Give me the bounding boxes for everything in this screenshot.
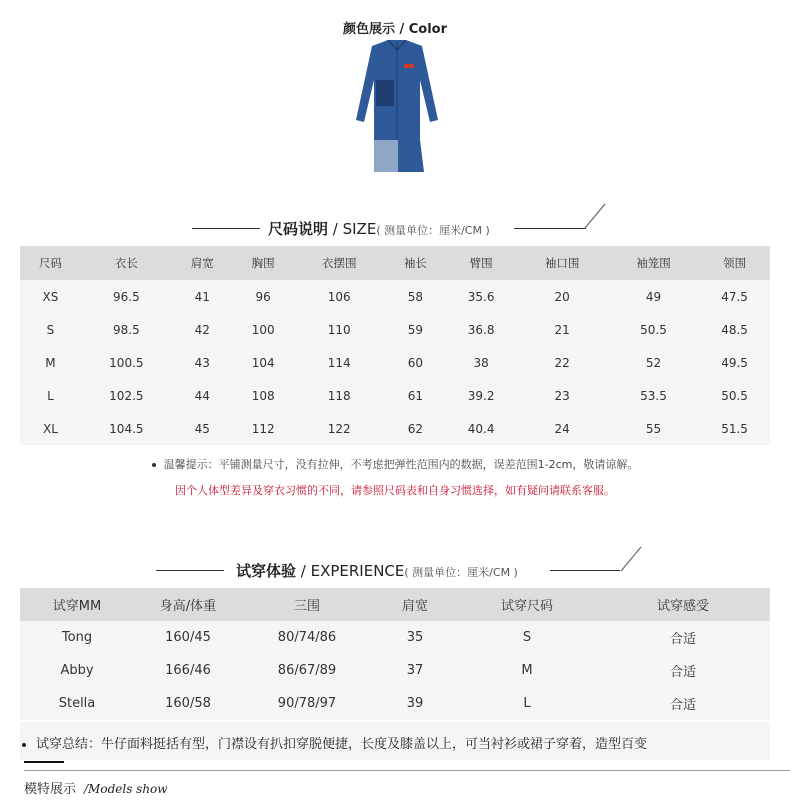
table-cell: 86/67/89 — [277, 663, 337, 678]
experience-section-title: 试穿体验 / EXPERIENCE( 测量单位：厘米/CM ) — [236, 562, 518, 580]
table-cell: 114 — [327, 355, 351, 370]
table-cell: 100.5 — [109, 355, 144, 370]
table-cell: 166/46 — [165, 663, 211, 678]
table-cell: 108 — [251, 388, 275, 403]
color-section-title: 颜色展示 / Color — [342, 22, 448, 37]
decorative-slash — [584, 203, 606, 229]
table-cell: 38 — [473, 355, 489, 370]
table-row — [20, 313, 770, 346]
header-cell: 衣摆围 — [294, 246, 385, 280]
table-cell: 96.5 — [112, 289, 140, 304]
header-cell: 尺码 — [20, 246, 81, 280]
header-cell: 胸围 — [233, 246, 294, 280]
experience-table — [20, 588, 770, 720]
table-cell: 合适 — [669, 698, 696, 713]
table-cell: 22 — [554, 355, 570, 370]
table-cell: 160/45 — [165, 630, 211, 645]
table-cell: 53.5 — [640, 388, 667, 403]
table-cell: 24 — [554, 421, 570, 436]
table-cell: 47.5 — [721, 289, 748, 304]
table-cell: M — [45, 355, 56, 370]
table-cell: 23 — [554, 388, 570, 403]
table-cell: 106 — [327, 289, 351, 304]
header-cell: 衣长 — [81, 246, 172, 280]
table-cell: Abby — [60, 663, 94, 678]
table-cell: 90/78/97 — [277, 696, 337, 711]
header-cell: 身高/体重 — [134, 588, 242, 621]
table-cell: 49 — [645, 289, 662, 304]
table-cell: S — [46, 322, 55, 337]
table-cell: 35 — [406, 630, 424, 645]
table-cell: 80/74/86 — [277, 630, 337, 645]
table-cell: 43 — [194, 355, 210, 370]
table-cell: XS — [42, 289, 59, 304]
models-section-title: 模特展示 /Models show — [24, 782, 168, 797]
header-cell: 肩宽 — [372, 588, 458, 621]
experience-summary: 试穿总结：牛仔面料挺括有型，门襟设有扒扣穿脱便捷，长度及膝盖以上，可当衬衫或裙子穿着，造型百变 — [20, 722, 770, 760]
table-cell: 51.5 — [721, 421, 748, 436]
table-cell: 59 — [407, 322, 423, 337]
size-section-title: 尺码说明 / SIZE( 测量单位：厘米/CM ) — [268, 220, 490, 238]
table-cell: 96 — [255, 289, 271, 304]
table-cell: 104 — [251, 355, 275, 370]
table-cell: 50.5 — [640, 322, 667, 337]
table-cell: 35.6 — [467, 289, 495, 304]
header-cell: 袖笼围 — [608, 246, 699, 280]
table-cell: 39 — [406, 696, 424, 711]
table-cell: 55 — [645, 421, 662, 436]
header-cell: 试穿MM — [20, 588, 134, 621]
size-warning: 因个人体型差异及穿衣习惯的不同，请参照尺码表和自身习惯选择，如有疑问请联系客服。 — [175, 484, 615, 497]
table-cell: 49.5 — [721, 355, 748, 370]
bullet-icon — [22, 743, 26, 747]
table-cell: 112 — [251, 421, 275, 436]
table-cell: 58 — [407, 289, 423, 304]
size-table-header-row — [20, 246, 770, 280]
denim-shirt-dress-image — [352, 40, 442, 172]
table-row — [20, 621, 770, 654]
table-cell: 100 — [251, 322, 275, 337]
table-cell: 50.5 — [721, 388, 748, 403]
table-cell: 60 — [407, 355, 423, 370]
table-cell: L — [523, 696, 531, 711]
table-cell: XL — [42, 421, 58, 436]
table-cell: 37 — [406, 663, 424, 678]
bullet-icon — [152, 463, 156, 467]
table-cell: 合适 — [669, 665, 696, 680]
table-cell: Tong — [61, 630, 93, 645]
table-cell: 40.4 — [467, 421, 495, 436]
table-row — [20, 654, 770, 687]
table-row — [20, 379, 770, 412]
header-cell: 肩宽 — [172, 246, 233, 280]
table-cell: M — [521, 663, 533, 678]
table-cell: 61 — [407, 388, 423, 403]
table-cell: 45 — [194, 421, 210, 436]
table-row — [20, 687, 770, 720]
header-cell: 试穿感受 — [596, 588, 770, 621]
table-cell: 62 — [407, 421, 423, 436]
table-cell: 41 — [194, 289, 210, 304]
table-cell: 39.2 — [467, 388, 495, 403]
table-cell: 42 — [194, 322, 210, 337]
table-cell: 48.5 — [721, 322, 748, 337]
experience-table-header-row — [20, 588, 770, 621]
size-table — [20, 246, 770, 445]
header-cell: 试穿尺码 — [458, 588, 596, 621]
table-cell: 118 — [327, 388, 351, 403]
header-cell: 三围 — [242, 588, 372, 621]
table-cell: 160/58 — [165, 696, 211, 711]
table-row — [20, 346, 770, 379]
header-cell: 袖口围 — [517, 246, 608, 280]
table-cell: 21 — [554, 322, 570, 337]
table-cell: S — [522, 630, 532, 645]
table-row — [20, 280, 770, 313]
header-cell: 领围 — [699, 246, 770, 280]
table-cell: 44 — [194, 388, 210, 403]
table-cell: 36.8 — [467, 322, 495, 337]
table-cell: 98.5 — [112, 322, 140, 337]
table-cell: 20 — [554, 289, 570, 304]
table-cell: 52 — [645, 355, 662, 370]
table-row — [20, 412, 770, 445]
table-cell: 合适 — [669, 632, 696, 647]
header-cell: 臂围 — [446, 246, 517, 280]
table-cell: 110 — [327, 322, 351, 337]
table-cell: 104.5 — [109, 421, 144, 436]
table-cell: L — [47, 388, 54, 403]
decorative-slash — [620, 546, 642, 572]
table-cell: Stella — [58, 696, 96, 711]
table-cell: 102.5 — [109, 388, 144, 403]
header-cell: 袖长 — [385, 246, 446, 280]
table-cell: 122 — [327, 421, 351, 436]
size-note: 温馨提示：平铺测量尺寸，没有拉伸，不考虑把弹性范围内的数据，误差范围1-2cm，敬请谅解。 — [0, 456, 790, 472]
